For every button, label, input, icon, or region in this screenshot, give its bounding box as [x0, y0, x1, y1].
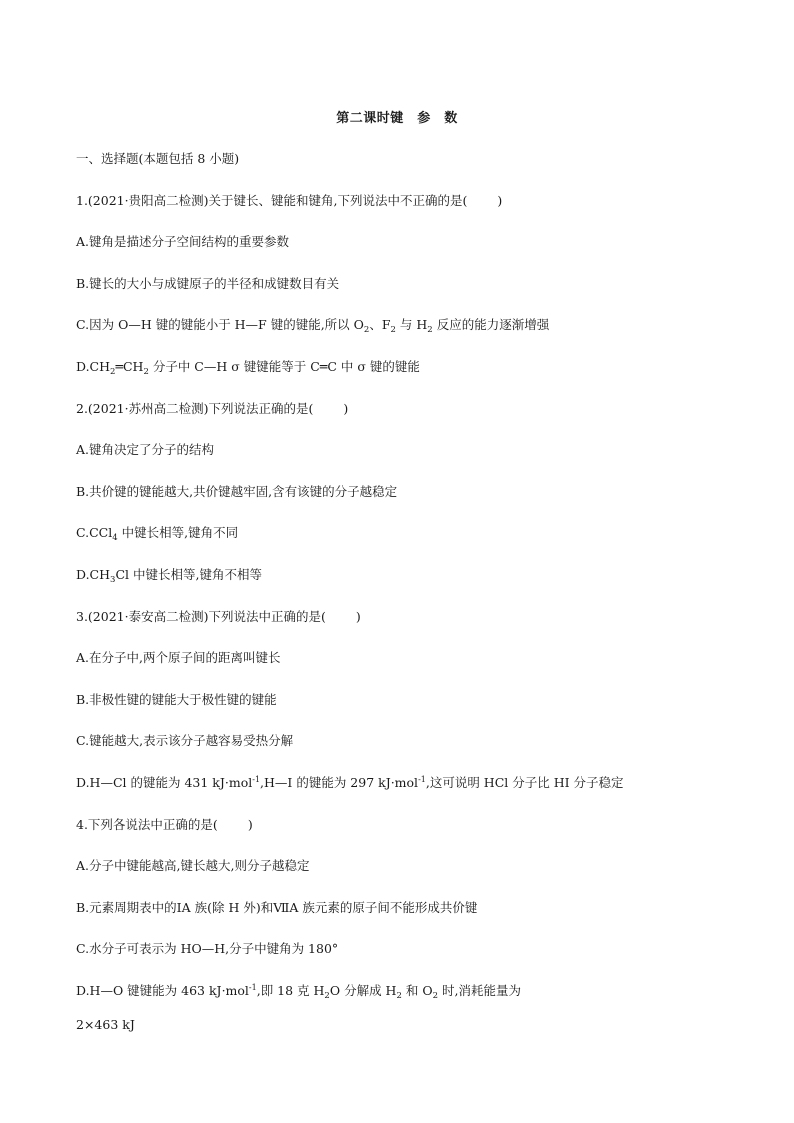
question-1-option-d: $D.CH_2═CH_2$ 分子中 C—H σ 键键能等于 C═C 中 σ 键的键能: [76, 359, 420, 377]
question-2-option-d: $D.CH_3Cl$ 中键长相等,键角不相等: [76, 567, 262, 585]
page-title: 第二课时键 参 数: [336, 111, 458, 126]
question-4-option-b: B.元素周期表中的ⅠA 族(除 H 外)和ⅦA 族元素的原子间不能形成共价键: [76, 900, 478, 915]
question-3-stem: 3.(2021·泰安高二检测)下列说法中正确的是( ): [76, 609, 361, 624]
question-3-option-d: D.H—Cl 的键能为 431 kJ·mol$^{-1}$,H—I 的键能为 297 kJ·mol$^{-1}$,这可说明 HCl 分子比 HI 分子稳定: [76, 775, 624, 790]
question-3-option-c: C.键能越大,表示该分子越容易受热分解: [76, 733, 294, 748]
question-1-option-a: A.键角是描述分子空间结构的重要参数: [76, 234, 290, 249]
question-4-option-d-continued: 2×463 kJ: [76, 1017, 135, 1032]
question-2-option-a: A.键角决定了分子的结构: [76, 442, 215, 457]
section-heading: 一、选择题(本题包括 8 小题): [76, 151, 240, 166]
question-3-option-a: A.在分子中,两个原子间的距离叫键长: [76, 650, 281, 665]
question-2-option-b: B.共价键的键能越大,共价键越牢固,含有该键的分子越稳定: [76, 484, 398, 499]
question-1-option-c: C.因为 O—H 键的键能小于 H—F 键的键能,所以 $O_2$、$F_2$ 与 $H_2$ 反应的能力逐渐增强: [76, 317, 550, 335]
question-2-option-c: C.CCl$_4$ 中键长相等,键角不同: [76, 525, 239, 543]
question-1-option-b: B.键长的大小与成键原子的半径和成键数目有关: [76, 276, 340, 291]
question-3-option-b: B.非极性键的键能大于极性键的键能: [76, 692, 277, 707]
question-4-option-c: C.水分子可表示为 HO—H,分子中键角为 180°: [76, 941, 339, 956]
question-2-stem: 2.(2021·苏州高二检测)下列说法正确的是( ): [76, 401, 349, 416]
question-4-stem: 4.下列各说法中正确的是( ): [76, 817, 253, 832]
question-4-option-d: D.H—O 键键能为 463 kJ·mol$^{-1}$,即 18 克 $H_2O$ 分解成 $H_2$ 和 $O_2$ 时,消耗能量为: [76, 983, 521, 1001]
question-4-option-a: A.分子中键能越高,键长越大,则分子越稳定: [76, 858, 310, 873]
question-1-stem: 1.(2021·贵阳高二检测)关于键长、键能和键角,下列说法中不正确的是( ): [76, 193, 503, 208]
